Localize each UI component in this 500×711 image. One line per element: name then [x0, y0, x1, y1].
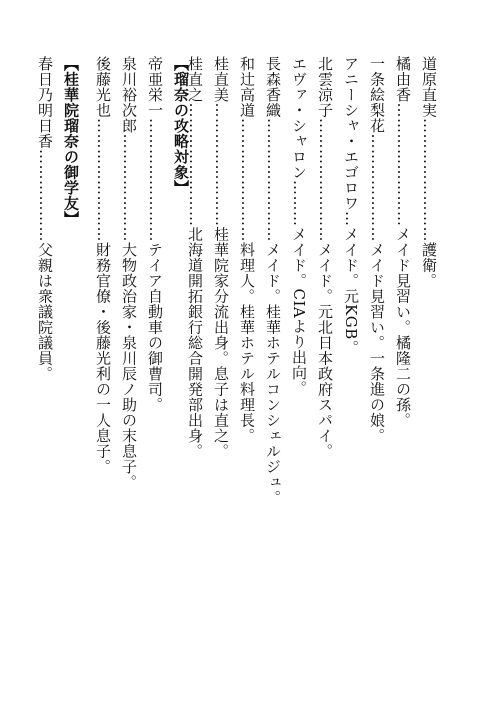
staff-line-7: 長森香織……………………メイド。桂華ホテルコンシェルジュ。 — [264, 56, 282, 506]
classmate-line-1: 春日乃明日香………………父親は衆議院議員。 — [36, 56, 54, 382]
target-line-3: 後藤光也……………………財務官僚・後藤光利の一人息子。 — [94, 56, 112, 475]
staff-line-1: 道原直実……………………護衛。 — [420, 56, 438, 289]
staff-line-2: 橘由香……………………メイド見習い。橘隆二の孫。 — [394, 56, 412, 428]
section-heading-classmates: 【桂華院瑠奈の御学友】 — [62, 56, 80, 227]
staff-line-10: 桂直之……………………北海道開拓銀行総合開発部出身。 — [186, 56, 204, 459]
staff-line-8: 和辻高道……………………料理人。桂華ホテル料理長。 — [238, 56, 256, 444]
target-line-2: 泉川裕次郎…………………大物政治家・泉川辰ノ助の末息子。 — [120, 56, 138, 490]
staff-line-9: 桂直美……………………桂華院家分流出身。息子は直之。 — [212, 56, 230, 459]
staff-line-3: 一条絵梨花…………………メイド見習い。一条進の娘。 — [368, 56, 386, 444]
target-line-1: 帝亜栄一……………………テイア自動車の御曹司。 — [146, 56, 164, 413]
staff-line-5: 北雲涼子……………………メイド。元北日本政府スパイ。 — [316, 56, 334, 459]
staff-line-4: アニーシャ・エゴロワ…メイド。元KGB。 — [342, 56, 360, 356]
section-heading-targets: 【瑠奈の攻略対象】 — [172, 56, 190, 196]
staff-line-6: エヴァ・シャロン………メイド。CIAより出向。 — [290, 56, 308, 396]
